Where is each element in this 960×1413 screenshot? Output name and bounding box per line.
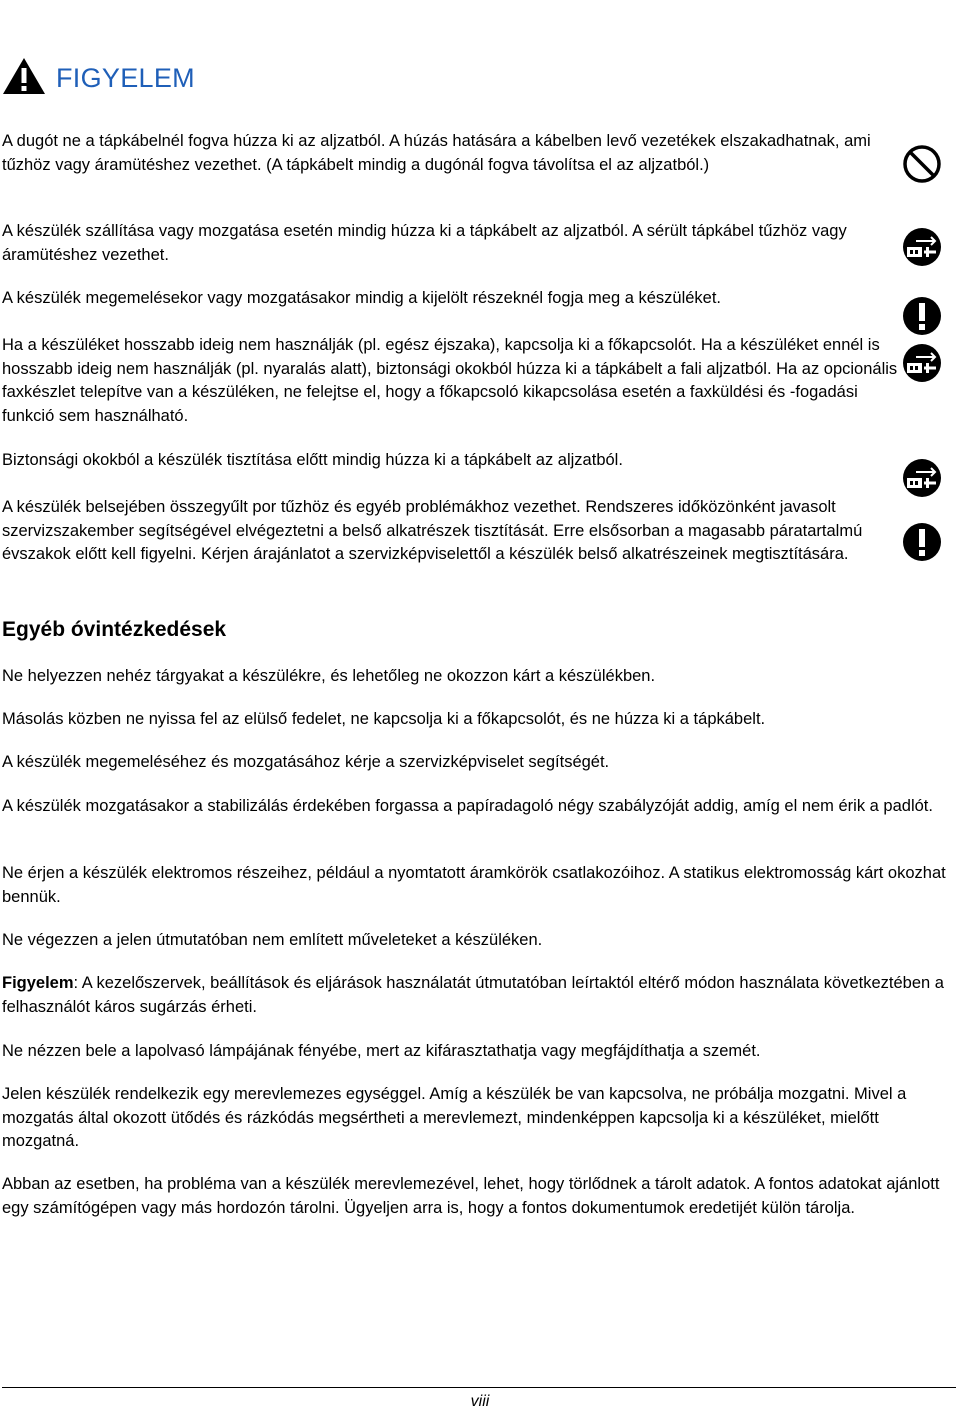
exclamation-icon — [902, 296, 942, 336]
warning-paragraph: A dugót ne a tápkábelnél fogva húzza ki az aljzatból. A húzás hatására a kábelben levő vezetékek elszakadhatnak, ami tűzhöz vagy áramütéshez vezethet. (A tápkábelt mindig a dugónál fogva távolítsa el az aljzatból.) — [2, 132, 871, 174]
warning-heading — [2, 58, 195, 98]
unplug-icon — [902, 227, 942, 267]
precaution-paragraph: Jelen készülék rendelkezik egy merevlemezes egységgel. Amíg a készülék be van kapcsolva, ne próbálja mozgatni. Mivel a mozgatás által okozott ütődés és rázkódás megsértheti a merevlemezt, mindenképpen kapcsolja ki a készüléket, mielőtt mozgatná. — [2, 1085, 907, 1150]
warning-paragraph: A készülék szállítása vagy mozgatása esetén mindig húzza ki a tápkábelt az aljzatból. A sérült tápkábel tűzhöz vagy áramütéshez vezethet. — [2, 222, 847, 264]
prohibition-icon — [902, 144, 942, 184]
precaution-paragraph: Ne helyezzen nehéz tárgyakat a készülékre, és lehetőleg ne okozzon kárt a készülékben. — [2, 667, 656, 685]
warning-paragraph: Biztonsági okokból a készülék tisztítása előtt mindig húzza ki a tápkábelt az aljzatból. — [2, 451, 623, 469]
exclamation-icon — [902, 522, 942, 562]
precaution-paragraph: Abban az esetben, ha probléma van a készülék merevlemezével, lehet, hogy törlődnek a tárolt adatok. A fontos adatokat ajánlott egy számítógépen vagy más hordozón tárolni. Ügyeljen arra is, hogy a fontos dokumentumok eredetijét külön tárolja. — [2, 1175, 940, 1217]
section-title: Egyéb óvintézkedések — [2, 618, 227, 641]
page-number: viii — [470, 1393, 490, 1410]
precaution-paragraph: A készülék megemeléséhez és mozgatásához kérje a szervizképviselet segítségét. — [2, 753, 610, 771]
note-text: : A kezelőszervek, beállítások és eljárások használatát útmutatóban leírtaktól eltérő módon használata következtében a felhasználót káros sugárzás érheti. — [2, 974, 944, 1016]
unplug-icon — [902, 343, 942, 383]
warning-title: FIGYELEM — [56, 62, 195, 93]
unplug-icon — [902, 458, 942, 498]
precaution-paragraph: Ne nézzen bele a lapolvasó lámpájának fényébe, mert az kifárasztathatja vagy megfájdíthatja a szemét. — [2, 1042, 761, 1060]
precaution-paragraph: Ne végezzen a jelen útmutatóban nem említett műveleteket a készüléken. — [2, 931, 543, 949]
warning-triangle-icon — [2, 56, 46, 101]
warning-paragraph: Ha a készüléket hosszabb ideig nem használják (pl. egész éjszaka), kapcsolja ki a főkapcsolót. Ha a készüléket ennél is hosszabb ideig nem használják (pl. nyaralás alatt), biztonsági okokból húzza ki a tápkábelt a fali aljzatból. Ha az opcionális faxkészlet telepítve van a készüléken, ne felejtse el, hogy a főkapcsoló kikapcsolása esetén a faxküldési és -fogadási funkció sem használható. — [2, 336, 898, 425]
precaution-paragraph: A készülék mozgatásakor a stabilizálás érdekében forgassa a papíradagoló négy szabályzóját addig, amíg el nem érik a padlót. — [2, 797, 933, 815]
note-label: Figyelem — [2, 974, 74, 992]
warning-paragraph: A készülék belsejében összegyűlt por tűzhöz és egyéb problémákhoz vezethet. Rendszeres időközönként javasolt szervizszakember segítségével elvégeztetni a belső alkatrészek tisztítását. Erre elsősorban a magasabb páratartalmú évszakok előtt kell figyelni. Kérjen árajánlatot a szervizképviselettől a készülék belső alkatrészeinek megtisztítására. — [2, 498, 863, 563]
footer-divider — [2, 1387, 956, 1388]
note-paragraph — [2, 972, 952, 1019]
precaution-paragraph: Ne érjen a készülék elektromos részeihez, például a nyomtatott áramkörök csatlakozóihoz. A statikus elektromosság kárt okozhat bennük. — [2, 864, 946, 906]
warning-paragraph: A készülék megemelésekor vagy mozgatásakor mindig a kijelölt részeknél fogja meg a készüléket. — [2, 289, 722, 307]
precaution-paragraph: Másolás közben ne nyissa fel az elülső fedelet, ne kapcsolja ki a főkapcsolót, és ne húzza ki a tápkábelt. — [2, 710, 766, 728]
